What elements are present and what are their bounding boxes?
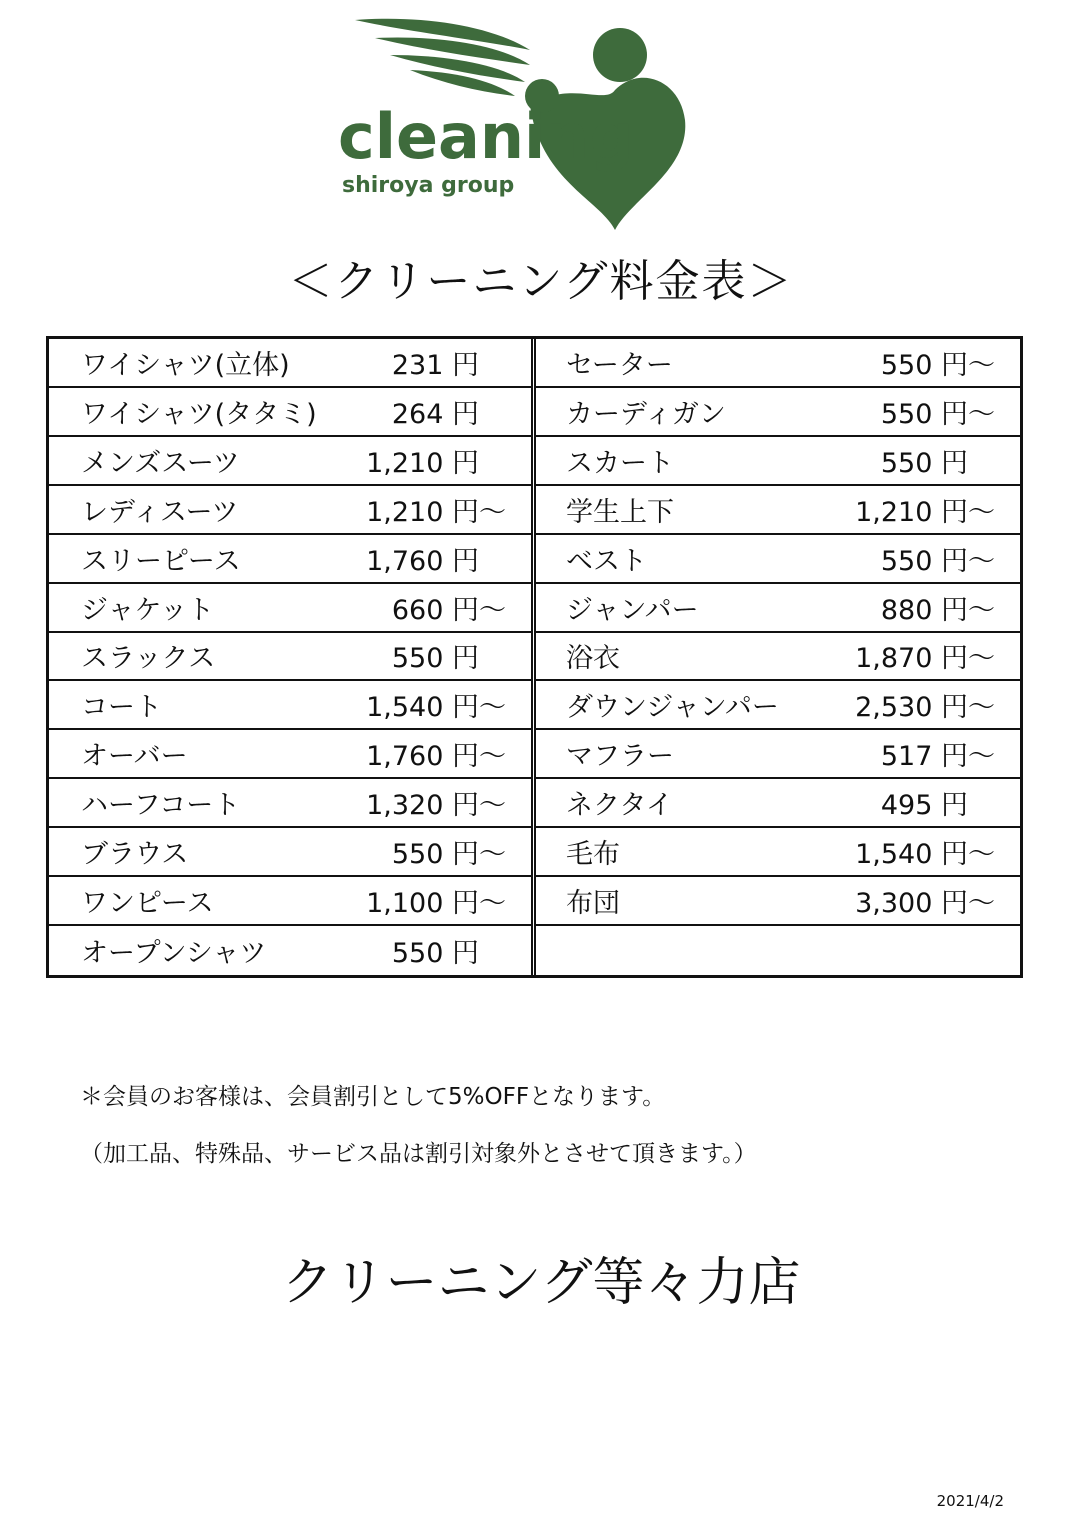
price-row [536, 730, 1020, 779]
price-value: 1,540 円 [366, 692, 479, 724]
price-value: 517 円 [880, 741, 968, 773]
item-name: ジャンパー [566, 594, 699, 626]
price-from-mark: ～ [968, 349, 995, 381]
price-value: 550 円 [880, 349, 968, 381]
price-value: 550 円 [391, 839, 479, 871]
price-value: 1,210 円 [366, 496, 479, 528]
item-price [788, 734, 1020, 773]
price-from-mark: ～ [968, 496, 995, 528]
logo-graphic [330, 10, 700, 235]
item-price [788, 588, 1020, 627]
logo-parent-head [593, 28, 647, 82]
item-name: ワイシャツ(タタミ) [81, 398, 317, 430]
price-from-mark: ～ [968, 398, 995, 430]
item-price [788, 685, 1020, 724]
item-price [349, 881, 531, 920]
price-from-mark: ～ [968, 839, 995, 871]
item-price [349, 441, 531, 480]
item-price [788, 636, 1020, 675]
price-row [49, 779, 531, 828]
item-name: メンズスーツ [81, 447, 240, 479]
item-name: 学生上下 [566, 496, 674, 528]
item-price [788, 490, 1020, 529]
item-name: スラックス [81, 643, 216, 675]
price-row [536, 633, 1020, 682]
item-name: ハーフコート [81, 790, 241, 822]
price-table [46, 336, 1023, 978]
item-price [349, 734, 531, 773]
price-value: 1,870 円 [855, 643, 968, 675]
price-from-mark: ～ [968, 545, 995, 577]
page-title: ＜クリーニング料金表＞ [288, 256, 794, 307]
item-name: 毛布 [566, 839, 620, 871]
price-row [49, 681, 531, 730]
price-row [49, 877, 531, 926]
issue-date: 2021/4/2 [936, 1492, 1004, 1510]
item-price [788, 783, 1020, 822]
price-row [49, 486, 531, 535]
shiroya-cleaning-logo [330, 10, 700, 235]
price-value: 550 円 [391, 938, 479, 970]
item-name: コート [81, 692, 162, 724]
price-row [49, 584, 531, 633]
price-value: 1,760 円 [366, 741, 479, 773]
item-price [349, 392, 531, 431]
price-from-mark: ～ [968, 888, 995, 920]
price-value: 660 円 [391, 594, 479, 626]
item-name: 浴衣 [566, 643, 620, 675]
price-row [536, 584, 1020, 633]
price-row [49, 633, 531, 682]
price-row [49, 828, 531, 877]
price-row [49, 535, 531, 584]
item-price [349, 343, 531, 382]
item-price [788, 441, 1020, 480]
member-discount-note: ＊会員のお客様は、会員割引として5%OFFとなります。 [80, 1084, 666, 1110]
shop-name: クリーニング等々力店 [281, 1253, 801, 1313]
price-from-mark: ～ [479, 594, 506, 626]
price-value: 880 円 [880, 594, 968, 626]
item-price [349, 636, 531, 675]
price-value: 1,540 円 [855, 839, 968, 871]
price-row [536, 437, 1020, 486]
price-row [536, 877, 1020, 926]
price-from-mark: ～ [479, 692, 506, 724]
price-from-mark: ～ [479, 839, 506, 871]
price-value: 1,100 円 [366, 888, 479, 920]
price-value: 231 円 [391, 349, 479, 381]
price-row [49, 339, 531, 388]
item-name: ベスト [566, 545, 647, 577]
item-name: オーバー [81, 741, 188, 773]
item-price [349, 832, 531, 871]
price-row [536, 926, 1020, 975]
price-from-mark: ～ [479, 888, 506, 920]
price-value: 1,760 円 [366, 545, 479, 577]
price-value: 264 円 [391, 398, 479, 430]
price-row [536, 535, 1020, 584]
item-name: ジャケット [81, 594, 215, 626]
price-value: 550 円 [880, 545, 968, 577]
item-price [788, 392, 1020, 431]
price-value: 1,320 円 [366, 790, 479, 822]
item-price [349, 931, 531, 970]
price-row [536, 486, 1020, 535]
price-from-mark: ～ [479, 741, 506, 773]
item-price [349, 539, 531, 578]
item-name: マフラー [566, 741, 674, 773]
item-name: ダウンジャンパー [566, 692, 779, 724]
item-price [788, 832, 1020, 871]
price-row [49, 388, 531, 437]
item-price [349, 490, 531, 529]
item-name: スリーピース [81, 545, 241, 577]
price-from-mark: ～ [968, 594, 995, 626]
price-from-mark: ～ [968, 692, 995, 724]
price-row [536, 681, 1020, 730]
item-price [788, 935, 1020, 966]
item-price [788, 881, 1020, 920]
item-price [349, 588, 531, 627]
item-name: ブラウス [81, 839, 189, 871]
item-name: ワイシャツ(立体) [81, 349, 290, 381]
price-from-mark: ～ [479, 496, 506, 528]
price-value: 1,210 円 [855, 496, 968, 528]
item-name: レディスーツ [81, 496, 239, 528]
discount-exclusion-note: （加工品、特殊品、サービス品は割引対象外とさせて頂きます。） [80, 1141, 757, 1167]
item-name: ワンピース [81, 888, 214, 920]
price-column-left [49, 339, 536, 975]
price-row [536, 828, 1020, 877]
item-name: ネクタイ [566, 790, 673, 822]
price-row [536, 339, 1020, 388]
item-price [788, 539, 1020, 578]
price-column-right [536, 339, 1020, 975]
item-name: スカート [566, 447, 674, 479]
price-value: 550 円 [880, 398, 968, 430]
price-row [536, 779, 1020, 828]
price-from-mark: ～ [968, 741, 995, 773]
item-price [788, 343, 1020, 382]
item-name: オープンシャツ [81, 938, 267, 970]
logo-word: cleaning [338, 100, 634, 173]
item-name: セーター [566, 349, 673, 381]
price-row [49, 926, 531, 975]
price-from-mark: ～ [479, 790, 506, 822]
item-name: 布団 [566, 888, 620, 920]
price-value: 550 円 [391, 643, 479, 675]
price-value: 3,300 円 [855, 888, 968, 920]
item-price [349, 685, 531, 724]
item-price [349, 783, 531, 822]
price-value: 1,210 円 [366, 447, 479, 479]
price-value: 550 円 [880, 447, 968, 479]
price-row [49, 730, 531, 779]
price-row [49, 437, 531, 486]
logo-subtext: shiroya group [342, 173, 515, 198]
price-value: 2,530 円 [855, 692, 968, 724]
item-name: カーディガン [566, 398, 726, 430]
price-value: 495 円 [880, 790, 968, 822]
price-row [536, 388, 1020, 437]
price-from-mark: ～ [968, 643, 995, 675]
